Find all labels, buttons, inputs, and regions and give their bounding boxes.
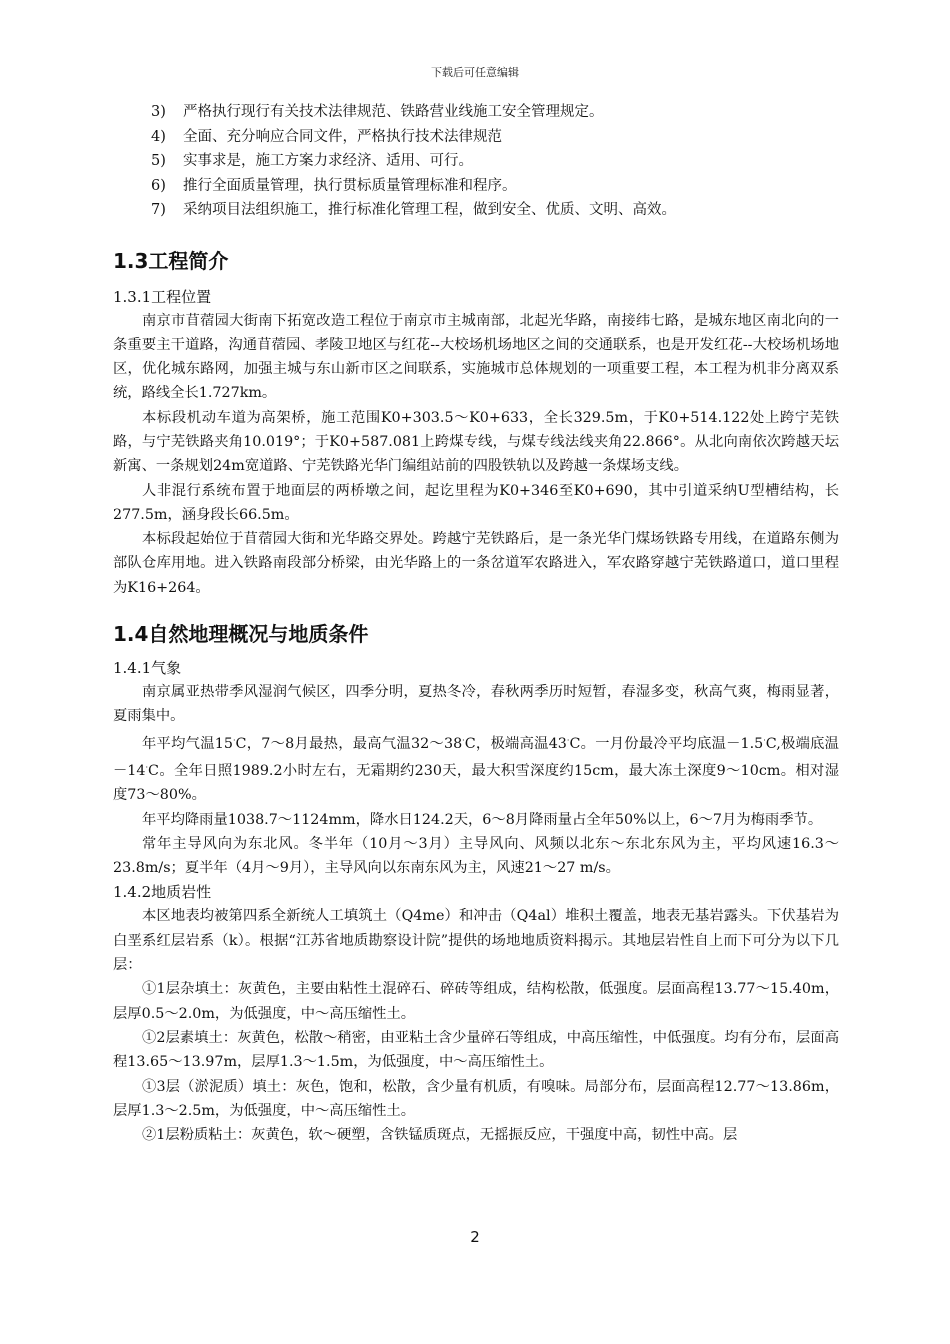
- page-header: 下载后可任意编辑: [431, 66, 519, 79]
- paragraph: 常年主导风向为东北风。冬半年（10月～3月）主导风向、风频以北东～东北东风为主，平均风速16.3～23.8m/s；夏半年（4月～9月），主导风向以东南东风为主，风速21～27 m/s。: [113, 835, 839, 877]
- paragraph: 本标段机动车道为高架桥，施工范围K0+303.5～K0+633，全长329.5m，于K0+514.122处上跨宁芜铁路，与宁芜铁路夹角10.019°；于K0+587.081上跨煤专线，与煤专线法线夹角22.866°。从北向南依次跨越天坛新寓、一条规划24m宽道路、宁芜铁路光华门编组站前的四股铁轨以及跨越一条煤场支线。: [113, 409, 839, 475]
- subsection-heading-1-4-2: 1.4.2地质岩性: [113, 883, 212, 902]
- paragraph: 人非混行系统布置于地面层的两桥墩之间，起讫里程为K0+346至K0+690，其中引道采纳U型槽结构，长277.5m，涵身段长66.5m。: [113, 482, 839, 523]
- subsection-heading-1-3-1: 1.3.1工程位置: [113, 287, 212, 306]
- paragraph: 南京属亚热带季风湿润气候区，四季分明，夏热冬冷，春秋两季历时短暂，春湿多变，秋高气爽，梅雨显著，夏雨集中。: [113, 684, 839, 725]
- list-item: 7) 采纳项目法组织施工，推行标准化管理工程，做到安全、优质、文明、高效。: [151, 202, 676, 218]
- list-item: 6) 推行全面质量管理，执行贯标质量管理标准和程序。: [151, 177, 517, 194]
- page-number: 2: [470, 1228, 480, 1246]
- temperature-paragraph: 年平均气温15·C，7～8月最热，最高气温32～38·C，极端高温43·C。一月份最冷平均底温－1.5·C,极端底温－14·C。全年日照1989.2小时左右，无霜期约230天，最大积雪深度约15cm，最大冻土深度9～10cm。相对湿度73～80%。: [113, 735, 839, 804]
- section-heading-1-4: 1.4自然地理概况与地质条件: [113, 622, 369, 647]
- paragraph: 南京市苜蓿园大街南下拓宽改造工程位于南京市主城南部，北起光华路，南接纬七路，是城东地区南北向的一条重要主干道路，沟通苜蓿园、孝陵卫地区与红花--大校场机场地区之间的交通联系，也是开发红花--大校场机场地区，优化城东路网，加强主城与东山新市区之间联系，实施城市总体规划的一项重要工程，本工程为机非分离双系统，路线全长1.727km。: [113, 312, 839, 402]
- list-item: 5) 实事求是，施工方案力求经济、适用、可行。: [151, 153, 473, 169]
- list-item: 4) 全面、充分响应合同文件，严格执行技术法律规范: [151, 128, 502, 145]
- paragraph: 本区地表均被第四系全新统人工填筑土（Q4me）和冲击（Q4al）堆积土覆盖，地表无基岩露头。下伏基岩为白垩系红层岩系（k）。根据“江苏省地质勘察设计院”提供的场地地质资料揭示。其地层岩性自上而下可分为以下几层：: [113, 908, 839, 974]
- list-item: 3) 严格执行现行有关技术法律规范、铁路营业线施工安全管理规定。: [151, 104, 604, 120]
- paragraph: ②1层粉质粘土：灰黄色，软～硬塑，含铁锰质斑点，无摇振反应，干强度中高，韧性中高。层: [142, 1127, 738, 1144]
- paragraph: 年平均降雨量1038.7～1124mm，降水日124.2天，6～8月降雨量占全年50%以上，6～7月为梅雨季节。: [142, 811, 823, 828]
- paragraph: 本标段起始位于苜蓿园大街和光华路交界处。跨越宁芜铁路后，是一条光华门煤场铁路专用线，在道路东侧为部队仓库用地。进入铁路南段部分桥梁，由光华路上的一条岔道军农路进入，军农路穿越宁芜铁路道口，道口里程为K16+264。: [113, 531, 839, 596]
- section-heading-1-3: 1.3工程简介: [113, 248, 229, 273]
- paragraph: ①3层（淤泥质）填土：灰色，饱和，松散，含少量有机质，有嗅味。局部分布，层面高程12.77～13.86m，层厚1.3～2.5m，为低强度，中～高压缩性土。: [113, 1078, 839, 1119]
- document-body: [113, 100, 839, 1147]
- paragraph: ①2层素填土：灰黄色，松散～稍密，由亚粘土含少量碎石等组成，中高压缩性，中低强度。均有分布，层面高程13.65～13.97m，层厚1.3～1.5m，为低强度，中～高压缩性土。: [113, 1029, 839, 1071]
- principles-list: [113, 100, 839, 223]
- paragraph: ①1层杂填土：灰黄色，主要由粘性土混碎石、碎砖等组成，结构松散，低强度。层面高程13.77～15.40m，层厚0.5～2.0m，为低强度，中～高压缩性土。: [113, 981, 839, 1022]
- subsection-heading-1-4-1: 1.4.1气象: [113, 659, 182, 678]
